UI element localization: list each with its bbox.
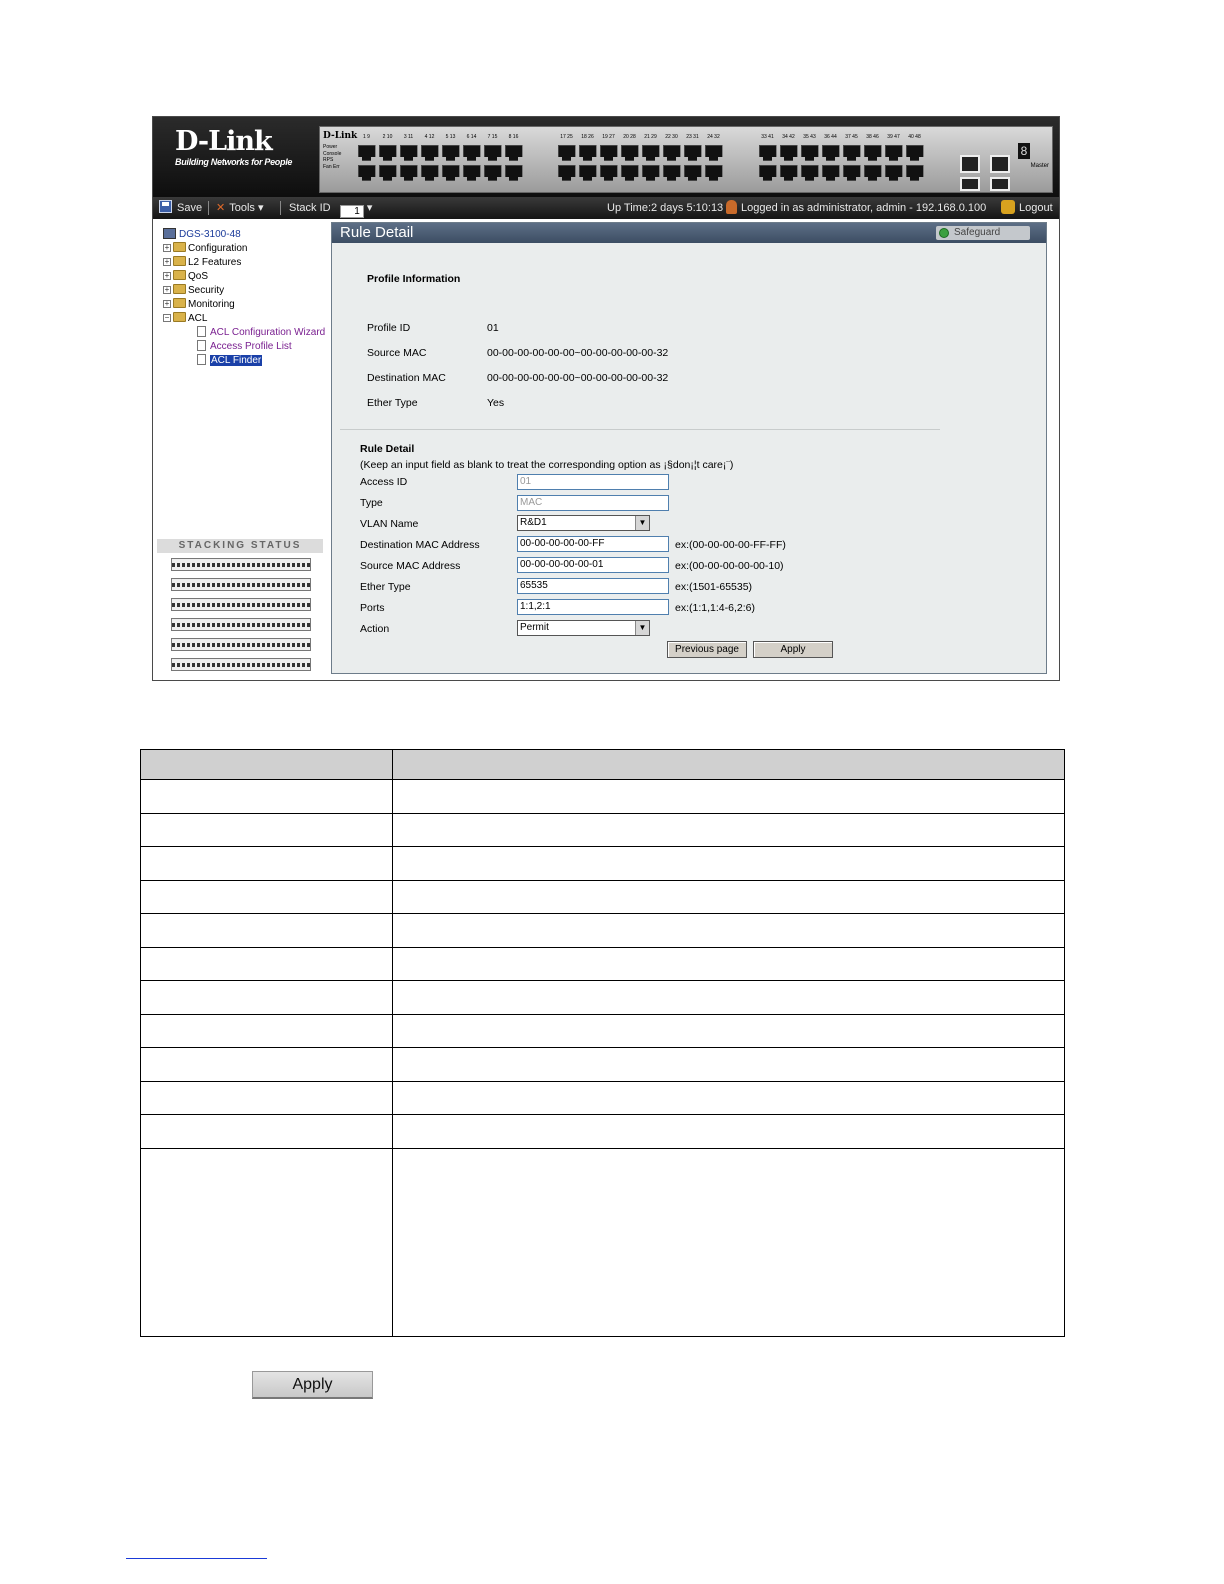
tree-item-label: Monitoring bbox=[188, 299, 235, 310]
ethernet-port[interactable] bbox=[579, 145, 597, 161]
port-block-1[interactable] bbox=[356, 133, 524, 181]
table-row bbox=[141, 1081, 1065, 1115]
dest-mac-label: Destination MAC Address bbox=[360, 539, 480, 551]
section-divider bbox=[340, 429, 940, 430]
destination-mac-label: Destination MAC bbox=[367, 372, 446, 384]
ethernet-port[interactable] bbox=[705, 145, 723, 161]
save-button[interactable] bbox=[159, 200, 202, 216]
table-cell bbox=[141, 813, 393, 847]
stack-unit-1[interactable] bbox=[171, 558, 311, 571]
ethernet-port[interactable] bbox=[885, 145, 903, 161]
table-row bbox=[141, 813, 1065, 847]
master-label: Master bbox=[1030, 163, 1049, 169]
ethernet-port[interactable] bbox=[906, 145, 924, 161]
toolbar-divider bbox=[280, 201, 281, 215]
folder-icon bbox=[173, 256, 186, 266]
ethernet-port[interactable] bbox=[663, 145, 681, 161]
source-mac-label: Source MAC bbox=[367, 347, 427, 359]
expand-icon[interactable]: + bbox=[164, 299, 170, 308]
expand-icon[interactable]: + bbox=[164, 257, 170, 266]
tree-item-label: QoS bbox=[188, 271, 209, 282]
tools-menu[interactable] bbox=[216, 200, 264, 216]
port-number: 1 9 bbox=[363, 134, 370, 140]
screenshot-window bbox=[152, 116, 1060, 681]
vlan-name-label: VLAN Name bbox=[360, 518, 419, 530]
type-label: Type bbox=[360, 497, 383, 509]
panel-leds bbox=[323, 144, 341, 170]
port-number: 37 45 bbox=[845, 134, 858, 140]
ethernet-port[interactable] bbox=[843, 145, 861, 161]
table-row bbox=[141, 847, 1065, 881]
logo-brand: D-Link bbox=[175, 126, 272, 157]
field-description-table bbox=[140, 749, 1065, 1337]
stacking-status-title: STACKING STATUS bbox=[178, 540, 302, 551]
ethernet-port[interactable] bbox=[358, 145, 376, 161]
port-number: 7 15 bbox=[487, 134, 498, 140]
ethernet-port[interactable] bbox=[780, 145, 798, 161]
logo-tagline: Building Networks for People bbox=[175, 157, 293, 167]
folder-icon bbox=[173, 298, 186, 308]
ethernet-port[interactable] bbox=[558, 165, 576, 181]
tree-item-label: ACL Configuration Wizard bbox=[210, 327, 326, 338]
table-row bbox=[141, 780, 1065, 814]
ether-type-label: Ether Type bbox=[367, 397, 418, 409]
tree-item-acl[interactable] bbox=[163, 312, 207, 326]
table-cell bbox=[141, 914, 393, 948]
src-mac-label: Source MAC Address bbox=[360, 560, 461, 572]
ethernet-port[interactable] bbox=[505, 165, 523, 181]
ethernet-port[interactable] bbox=[484, 145, 502, 161]
ethernet-port[interactable] bbox=[400, 145, 418, 161]
safeguard-indicator[interactable] bbox=[936, 226, 1030, 240]
ethernet-port[interactable] bbox=[558, 145, 576, 161]
port-number: 18 26 bbox=[581, 134, 594, 140]
folder-icon bbox=[173, 270, 186, 280]
tree-item-acl-finder[interactable] bbox=[197, 354, 262, 368]
stack-id-label: Stack ID bbox=[289, 202, 331, 214]
table-row bbox=[141, 1048, 1065, 1082]
port-number: 19 27 bbox=[602, 134, 615, 140]
port-number: 5 13 bbox=[445, 134, 456, 140]
port-number: 33 41 bbox=[761, 134, 774, 140]
table-cell bbox=[141, 1148, 393, 1336]
page-icon bbox=[197, 354, 206, 365]
stack-unit-4[interactable] bbox=[171, 618, 311, 631]
dlink-logo bbox=[175, 127, 325, 187]
table-cell bbox=[141, 1014, 393, 1048]
profile-id-value: 01 bbox=[487, 322, 499, 334]
toolbar-divider bbox=[208, 201, 209, 215]
ethernet-port[interactable] bbox=[642, 145, 660, 161]
ethernet-port[interactable] bbox=[864, 165, 882, 181]
logout-button[interactable] bbox=[1001, 200, 1053, 216]
tree-root[interactable] bbox=[163, 228, 241, 242]
safeguard-label: Safeguard bbox=[954, 227, 1001, 238]
table-cell bbox=[393, 1081, 1065, 1115]
port-number: 36 44 bbox=[824, 134, 837, 140]
tree-item-label: Configuration bbox=[188, 243, 248, 254]
ethernet-port[interactable] bbox=[579, 165, 597, 181]
ethernet-port[interactable] bbox=[822, 145, 840, 161]
source-mac-value: 00-00-00-00-00-00~00-00-00-00-00-32 bbox=[487, 347, 669, 359]
combo-port-47[interactable] bbox=[960, 177, 980, 191]
combo-port-46[interactable] bbox=[990, 155, 1010, 173]
table-row bbox=[141, 947, 1065, 981]
save-icon bbox=[159, 200, 172, 213]
table-cell bbox=[393, 780, 1065, 814]
led-console: Console bbox=[323, 150, 342, 157]
page-title: Rule Detail bbox=[340, 224, 414, 241]
port-number: 4 12 bbox=[424, 134, 435, 140]
table-cell bbox=[393, 914, 1065, 948]
collapse-icon[interactable]: − bbox=[164, 313, 170, 322]
ether-type-field-label: Ether Type bbox=[360, 581, 411, 593]
switch-front-panel[interactable] bbox=[319, 126, 1053, 193]
expand-icon[interactable]: + bbox=[164, 285, 170, 294]
user-icon bbox=[726, 200, 737, 214]
chevron-down-icon: ▾ bbox=[257, 202, 264, 214]
ethernet-port[interactable] bbox=[759, 145, 777, 161]
ethernet-port[interactable] bbox=[400, 165, 418, 181]
chevron-down-icon[interactable]: ▼ bbox=[635, 621, 649, 635]
tree-item-label-selected: ACL Finder bbox=[211, 355, 262, 366]
type-field[interactable]: MAC bbox=[517, 495, 669, 511]
table-cell bbox=[393, 1115, 1065, 1149]
profile-section-title: Profile Information bbox=[367, 273, 461, 285]
port-number: 21 29 bbox=[644, 134, 657, 140]
table-cell bbox=[141, 981, 393, 1015]
ethernet-port[interactable] bbox=[843, 165, 861, 181]
ethernet-port[interactable] bbox=[759, 165, 777, 181]
port-number: 17 25 bbox=[560, 134, 573, 140]
login-status-text: Logged in as administrator, admin - 192.168.0.100 bbox=[741, 202, 987, 214]
port-block-2[interactable] bbox=[556, 133, 724, 181]
table-cell bbox=[141, 847, 393, 881]
table-cell bbox=[393, 1148, 1065, 1336]
access-id-field[interactable]: 01 bbox=[517, 474, 669, 490]
port-number: 34 42 bbox=[782, 134, 795, 140]
table-row bbox=[141, 1014, 1065, 1048]
tree-item-qos[interactable] bbox=[163, 270, 208, 284]
port-number: 24 32 bbox=[707, 134, 720, 140]
tree-item-label: ACL bbox=[188, 313, 208, 324]
tree-item-access-profile-list[interactable] bbox=[197, 340, 292, 354]
stack-id-value[interactable]: 1 bbox=[340, 205, 364, 218]
ethernet-port[interactable] bbox=[801, 145, 819, 161]
tree-item-monitoring[interactable] bbox=[163, 298, 235, 312]
stack-unit-2[interactable] bbox=[171, 578, 311, 591]
uptime-text: Up Time:2 days 5:10:13 bbox=[607, 202, 724, 214]
tree-item-acl-wizard[interactable] bbox=[197, 326, 325, 340]
table-cell bbox=[141, 780, 393, 814]
port-number: 39 47 bbox=[887, 134, 900, 140]
ether-type-value: Yes bbox=[487, 397, 505, 409]
table-row bbox=[141, 880, 1065, 914]
tree-item-label: L2 Features bbox=[188, 257, 242, 268]
folder-icon bbox=[173, 242, 186, 252]
destination-mac-value: 00-00-00-00-00-00~00-00-00-00-00-32 bbox=[487, 372, 669, 384]
ethernet-port[interactable] bbox=[621, 145, 639, 161]
tools-icon: ✕ bbox=[216, 202, 226, 214]
folder-icon bbox=[173, 284, 186, 294]
led-fan: Fan Err bbox=[323, 163, 340, 170]
table-cell bbox=[393, 947, 1065, 981]
table-cell bbox=[393, 1048, 1065, 1082]
table-header-row bbox=[141, 750, 1065, 780]
ethernet-port[interactable] bbox=[442, 165, 460, 181]
ethernet-port[interactable] bbox=[684, 165, 702, 181]
device-banner bbox=[153, 117, 1059, 197]
chevron-down-icon[interactable]: ▼ bbox=[635, 516, 649, 530]
page-title-bar bbox=[332, 223, 1046, 243]
table-cell bbox=[393, 847, 1065, 881]
src-mac-field[interactable]: 00-00-00-00-00-01 bbox=[517, 557, 669, 573]
vlan-name-value: R&D1 bbox=[520, 517, 547, 528]
ethernet-port[interactable] bbox=[505, 145, 523, 161]
vlan-name-select[interactable] bbox=[517, 515, 650, 531]
panel-logo: D-Link bbox=[323, 131, 358, 141]
save-label: Save bbox=[177, 202, 203, 214]
action-value: Permit bbox=[520, 622, 549, 633]
tree-item-configuration[interactable] bbox=[163, 242, 247, 256]
table-row bbox=[141, 1115, 1065, 1149]
table-row bbox=[141, 914, 1065, 948]
port-number: 6 14 bbox=[466, 134, 477, 140]
port-number: 8 16 bbox=[508, 134, 519, 140]
dest-mac-example: ex:(00-00-00-00-FF-FF) bbox=[675, 539, 786, 551]
folder-open-icon bbox=[173, 312, 186, 322]
tree-item-security[interactable] bbox=[163, 284, 224, 298]
safeguard-icon bbox=[939, 228, 949, 238]
ethernet-port[interactable] bbox=[906, 165, 924, 181]
port-number: 20 28 bbox=[623, 134, 636, 140]
action-label: Action bbox=[360, 623, 390, 635]
stack-unit-3[interactable] bbox=[171, 598, 311, 611]
page-icon bbox=[197, 326, 206, 337]
unit-id-display: 8 bbox=[1018, 143, 1030, 159]
table-cell bbox=[393, 813, 1065, 847]
action-select[interactable] bbox=[517, 620, 650, 636]
ether-type-field[interactable]: 65535 bbox=[517, 578, 669, 594]
navigation-tree bbox=[157, 225, 326, 541]
port-number: 38 46 bbox=[866, 134, 879, 140]
table-cell bbox=[141, 1048, 393, 1082]
ethernet-port[interactable] bbox=[421, 145, 439, 161]
switch-icon bbox=[163, 228, 176, 239]
table-row bbox=[141, 981, 1065, 1015]
rule-section-title: Rule Detail bbox=[360, 443, 415, 455]
dest-mac-field[interactable]: 00-00-00-00-00-FF bbox=[517, 536, 669, 552]
toolbar bbox=[153, 197, 1059, 219]
table-cell bbox=[141, 1081, 393, 1115]
ethernet-port[interactable] bbox=[463, 145, 481, 161]
ethernet-port[interactable] bbox=[705, 165, 723, 181]
tree-item-label: Access Profile List bbox=[210, 341, 292, 352]
ethernet-port[interactable] bbox=[600, 165, 618, 181]
stack-unit-5[interactable] bbox=[171, 638, 311, 651]
combo-port-48[interactable] bbox=[990, 177, 1010, 191]
ethernet-port[interactable] bbox=[600, 145, 618, 161]
ethernet-port[interactable] bbox=[663, 165, 681, 181]
port-number: 35 43 bbox=[803, 134, 816, 140]
ethernet-port[interactable] bbox=[442, 145, 460, 161]
table-cell bbox=[393, 880, 1065, 914]
expand-icon[interactable]: + bbox=[164, 271, 170, 280]
ethernet-port[interactable] bbox=[621, 165, 639, 181]
table-header-cell bbox=[393, 750, 1065, 780]
ethernet-port[interactable] bbox=[379, 165, 397, 181]
doc-apply-button[interactable]: Apply bbox=[252, 1371, 373, 1399]
ethernet-port[interactable] bbox=[801, 165, 819, 181]
tools-label: Tools bbox=[229, 202, 255, 214]
access-id-label: Access ID bbox=[360, 476, 408, 488]
ether-type-example: ex:(1501-65535) bbox=[675, 581, 753, 593]
rule-detail-panel bbox=[331, 222, 1047, 674]
ethernet-port[interactable] bbox=[421, 165, 439, 181]
table-cell bbox=[393, 1014, 1065, 1048]
ethernet-port[interactable] bbox=[822, 165, 840, 181]
ethernet-port[interactable] bbox=[885, 165, 903, 181]
ethernet-port[interactable] bbox=[642, 165, 660, 181]
ports-label: Ports bbox=[360, 602, 385, 614]
stack-unit-6[interactable] bbox=[171, 658, 311, 671]
rule-note: (Keep an input field as blank to treat the corresponding option as ¡§don¡¦t care¡¨) bbox=[360, 459, 734, 471]
ethernet-port[interactable] bbox=[684, 145, 702, 161]
tree-item-label: Security bbox=[188, 285, 225, 296]
table-row bbox=[141, 1148, 1065, 1336]
src-mac-example: ex:(00-00-00-00-00-10) bbox=[675, 560, 784, 572]
port-number: 3 11 bbox=[403, 134, 414, 140]
profile-id-label: Profile ID bbox=[367, 322, 411, 334]
apply-button[interactable]: Apply bbox=[753, 641, 833, 658]
logout-label: Logout bbox=[1019, 202, 1053, 214]
ports-example: ex:(1:1,1:4-6,2:6) bbox=[675, 602, 755, 614]
tree-item-l2-features[interactable] bbox=[163, 256, 241, 270]
stacking-status-header bbox=[157, 539, 323, 553]
led-power: Power bbox=[323, 144, 338, 150]
port-number: 22 30 bbox=[665, 134, 678, 140]
chevron-down-icon: ▾ bbox=[366, 202, 373, 214]
combo-port-45[interactable] bbox=[960, 155, 980, 173]
port-number: 2 10 bbox=[382, 134, 393, 140]
port-number: 40 48 bbox=[908, 134, 921, 140]
previous-page-button[interactable]: Previous page bbox=[667, 641, 747, 658]
footer-link-underline bbox=[126, 1558, 267, 1559]
port-number: 23 31 bbox=[686, 134, 699, 140]
key-icon bbox=[1001, 200, 1015, 214]
page-icon bbox=[197, 340, 206, 351]
login-status bbox=[726, 200, 986, 216]
ethernet-port[interactable] bbox=[484, 165, 502, 181]
port-block-3[interactable] bbox=[757, 133, 925, 181]
expand-icon[interactable]: + bbox=[164, 243, 170, 252]
table-cell bbox=[393, 981, 1065, 1015]
table-header-cell bbox=[141, 750, 393, 780]
ethernet-port[interactable] bbox=[864, 145, 882, 161]
led-rps: RPS bbox=[323, 157, 334, 163]
ethernet-port[interactable] bbox=[780, 165, 798, 181]
table-cell bbox=[141, 947, 393, 981]
table-cell bbox=[141, 1115, 393, 1149]
ethernet-port[interactable] bbox=[379, 145, 397, 161]
ethernet-port[interactable] bbox=[358, 165, 376, 181]
tree-root-label: DGS-3100-48 bbox=[179, 229, 241, 240]
ethernet-port[interactable] bbox=[463, 165, 481, 181]
table-cell bbox=[141, 880, 393, 914]
ports-field[interactable]: 1:1,2:1 bbox=[517, 599, 669, 615]
stack-id-selector[interactable] bbox=[289, 200, 372, 216]
